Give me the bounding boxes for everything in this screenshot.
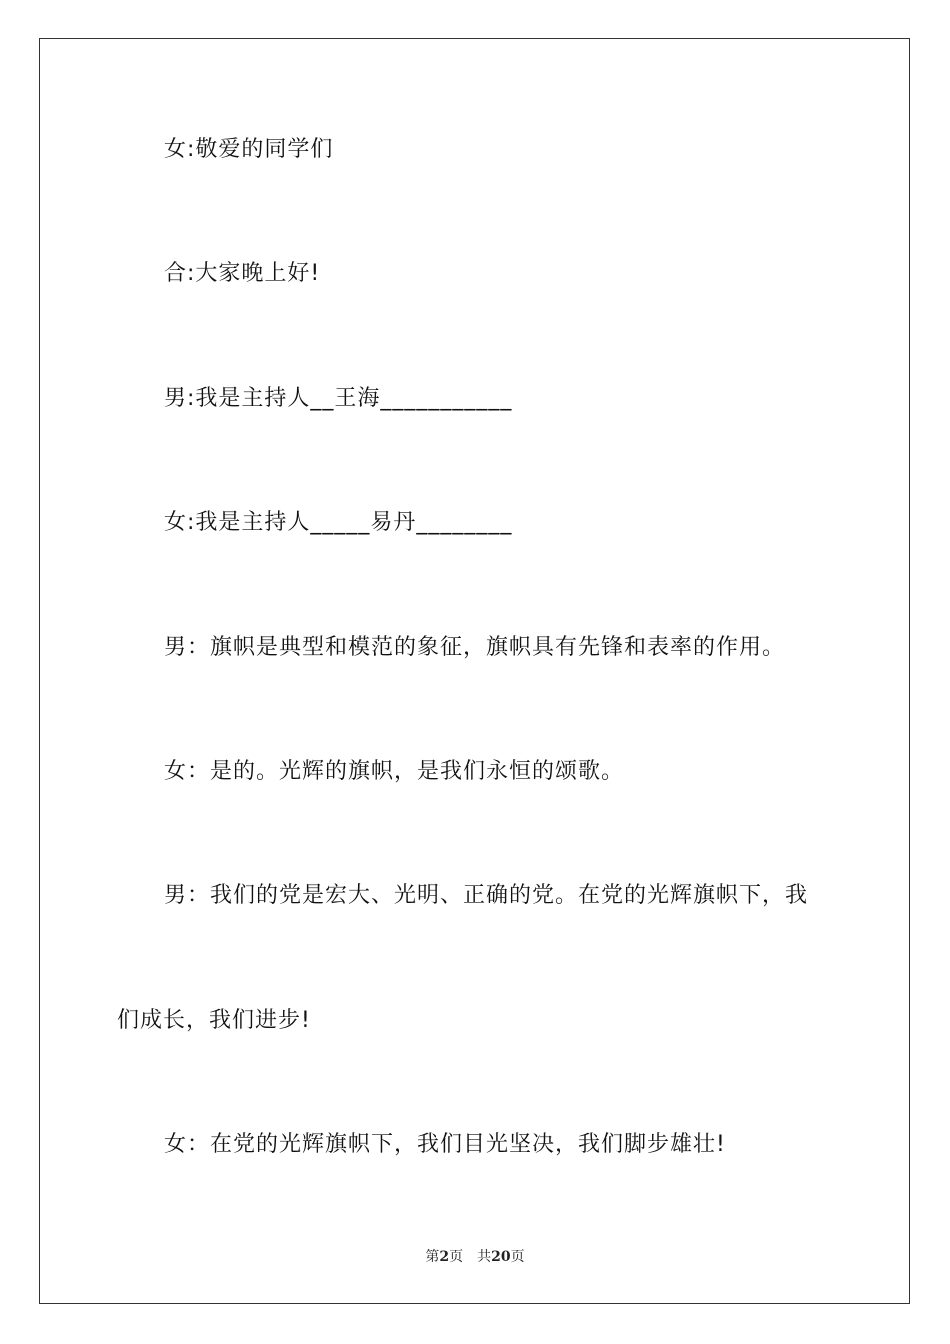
total-prefix: 共	[477, 1249, 492, 1265]
page-border	[39, 38, 910, 1304]
dialogue-line-3: 男:我是主持人__王海___________	[164, 386, 513, 411]
dialogue-line-8: 女：在党的光辉旗帜下，我们目光坚决，我们脚步雄壮!	[164, 1132, 726, 1157]
dialogue-line-2: 合:大家晚上好!	[164, 261, 321, 286]
total-pages: 20	[491, 1249, 511, 1265]
dialogue-line-6: 女：是的。光辉的旗帜，是我们永恒的颂歌。	[164, 759, 625, 784]
page-number: 2	[439, 1249, 450, 1265]
page-footer	[0, 1248, 950, 1266]
dialogue-line-7: 男：我们的党是宏大、光明、正确的党。在党的光辉旗帜下，我	[164, 883, 809, 908]
dialogue-line-4: 女:我是主持人_____易丹________	[164, 510, 513, 535]
page-prefix: 第	[425, 1249, 440, 1265]
page-suffix: 页	[449, 1249, 464, 1265]
dialogue-line-7-continued: 们成长，我们进步!	[117, 1008, 311, 1033]
total-suffix: 页	[510, 1249, 525, 1265]
dialogue-line-5: 男：旗帜是典型和模范的象征，旗帜具有先锋和表率的作用。	[164, 635, 786, 660]
dialogue-line-1: 女:敬爱的同学们	[164, 137, 334, 162]
